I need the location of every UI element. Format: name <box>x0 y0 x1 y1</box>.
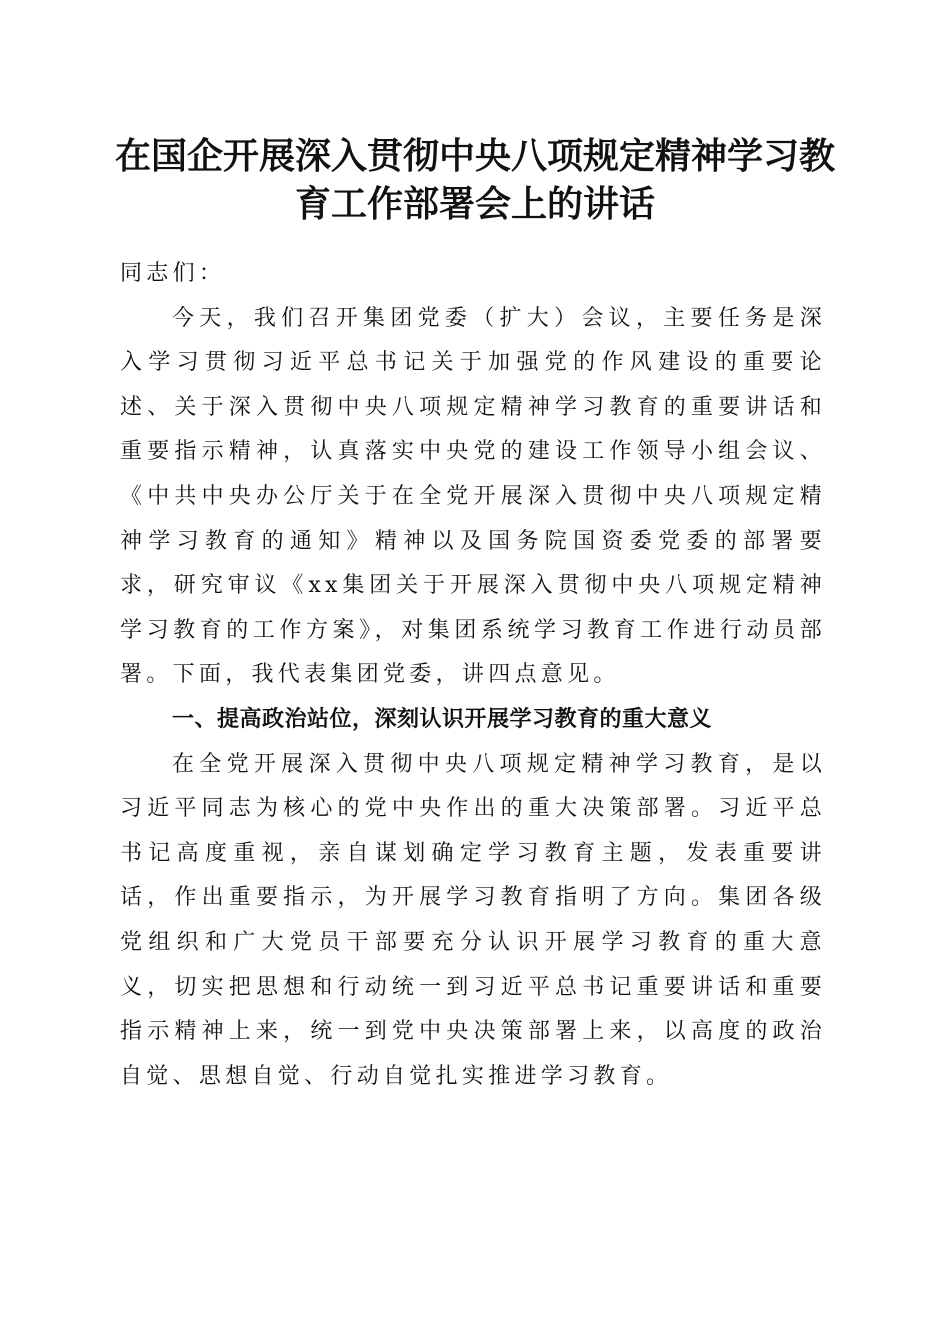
title-line-2: 育工作部署会上的讲话 <box>294 183 655 225</box>
paragraph-section-1: 在全党开展深入贯彻中央八项规定精神学习教育，是以习近平同志为核心的党中央作出的重大决策部署。习近平总书记高度重视，亲自谋划确定学习教育主题，发表重要讲话，作出重要指示，为开展学习教育指明了方向。集团各级党组织和广大党员干部要充分认识开展学习教育的重大意义，切实把思想和行动统一到习近平总书记重要讲话和重要指示精神上来，统一到党中央决策部署上来，以高度的政治自觉、思想自觉、行动自觉扎实推进学习教育。 <box>120 751 826 1089</box>
title-line-1: 在国企开展深入贯彻中央八项规定精神学习教 <box>114 135 835 177</box>
document-title <box>110 132 840 228</box>
paragraph-intro: 今天，我们召开集团党委（扩大）会议，主要任务是深入学习贯彻习近平总书记关于加强党的作风建设的重要论述、关于深入贯彻中央八项规定精神学习教育的重要讲话和重要指示精神，认真落实中央党的建设工作领导小组会议、《中共中央办公厅关于在全党开展深入贯彻中央八项规定精神学习教育的通知》精神以及国务院国资委党委的部署要求，研究审议《xx集团关于开展深入贯彻中央八项规定精神学习教育的工作方案》，对集团系统学习教育工作进行动员部署。下面，我代表集团党委，讲四点意见。 <box>120 305 826 688</box>
salutation: 同志们： <box>120 261 226 286</box>
document-body <box>120 252 826 1099</box>
section-heading-1: 一、提高政治站位，深刻认识开展学习教育的重大意义 <box>172 706 713 732</box>
